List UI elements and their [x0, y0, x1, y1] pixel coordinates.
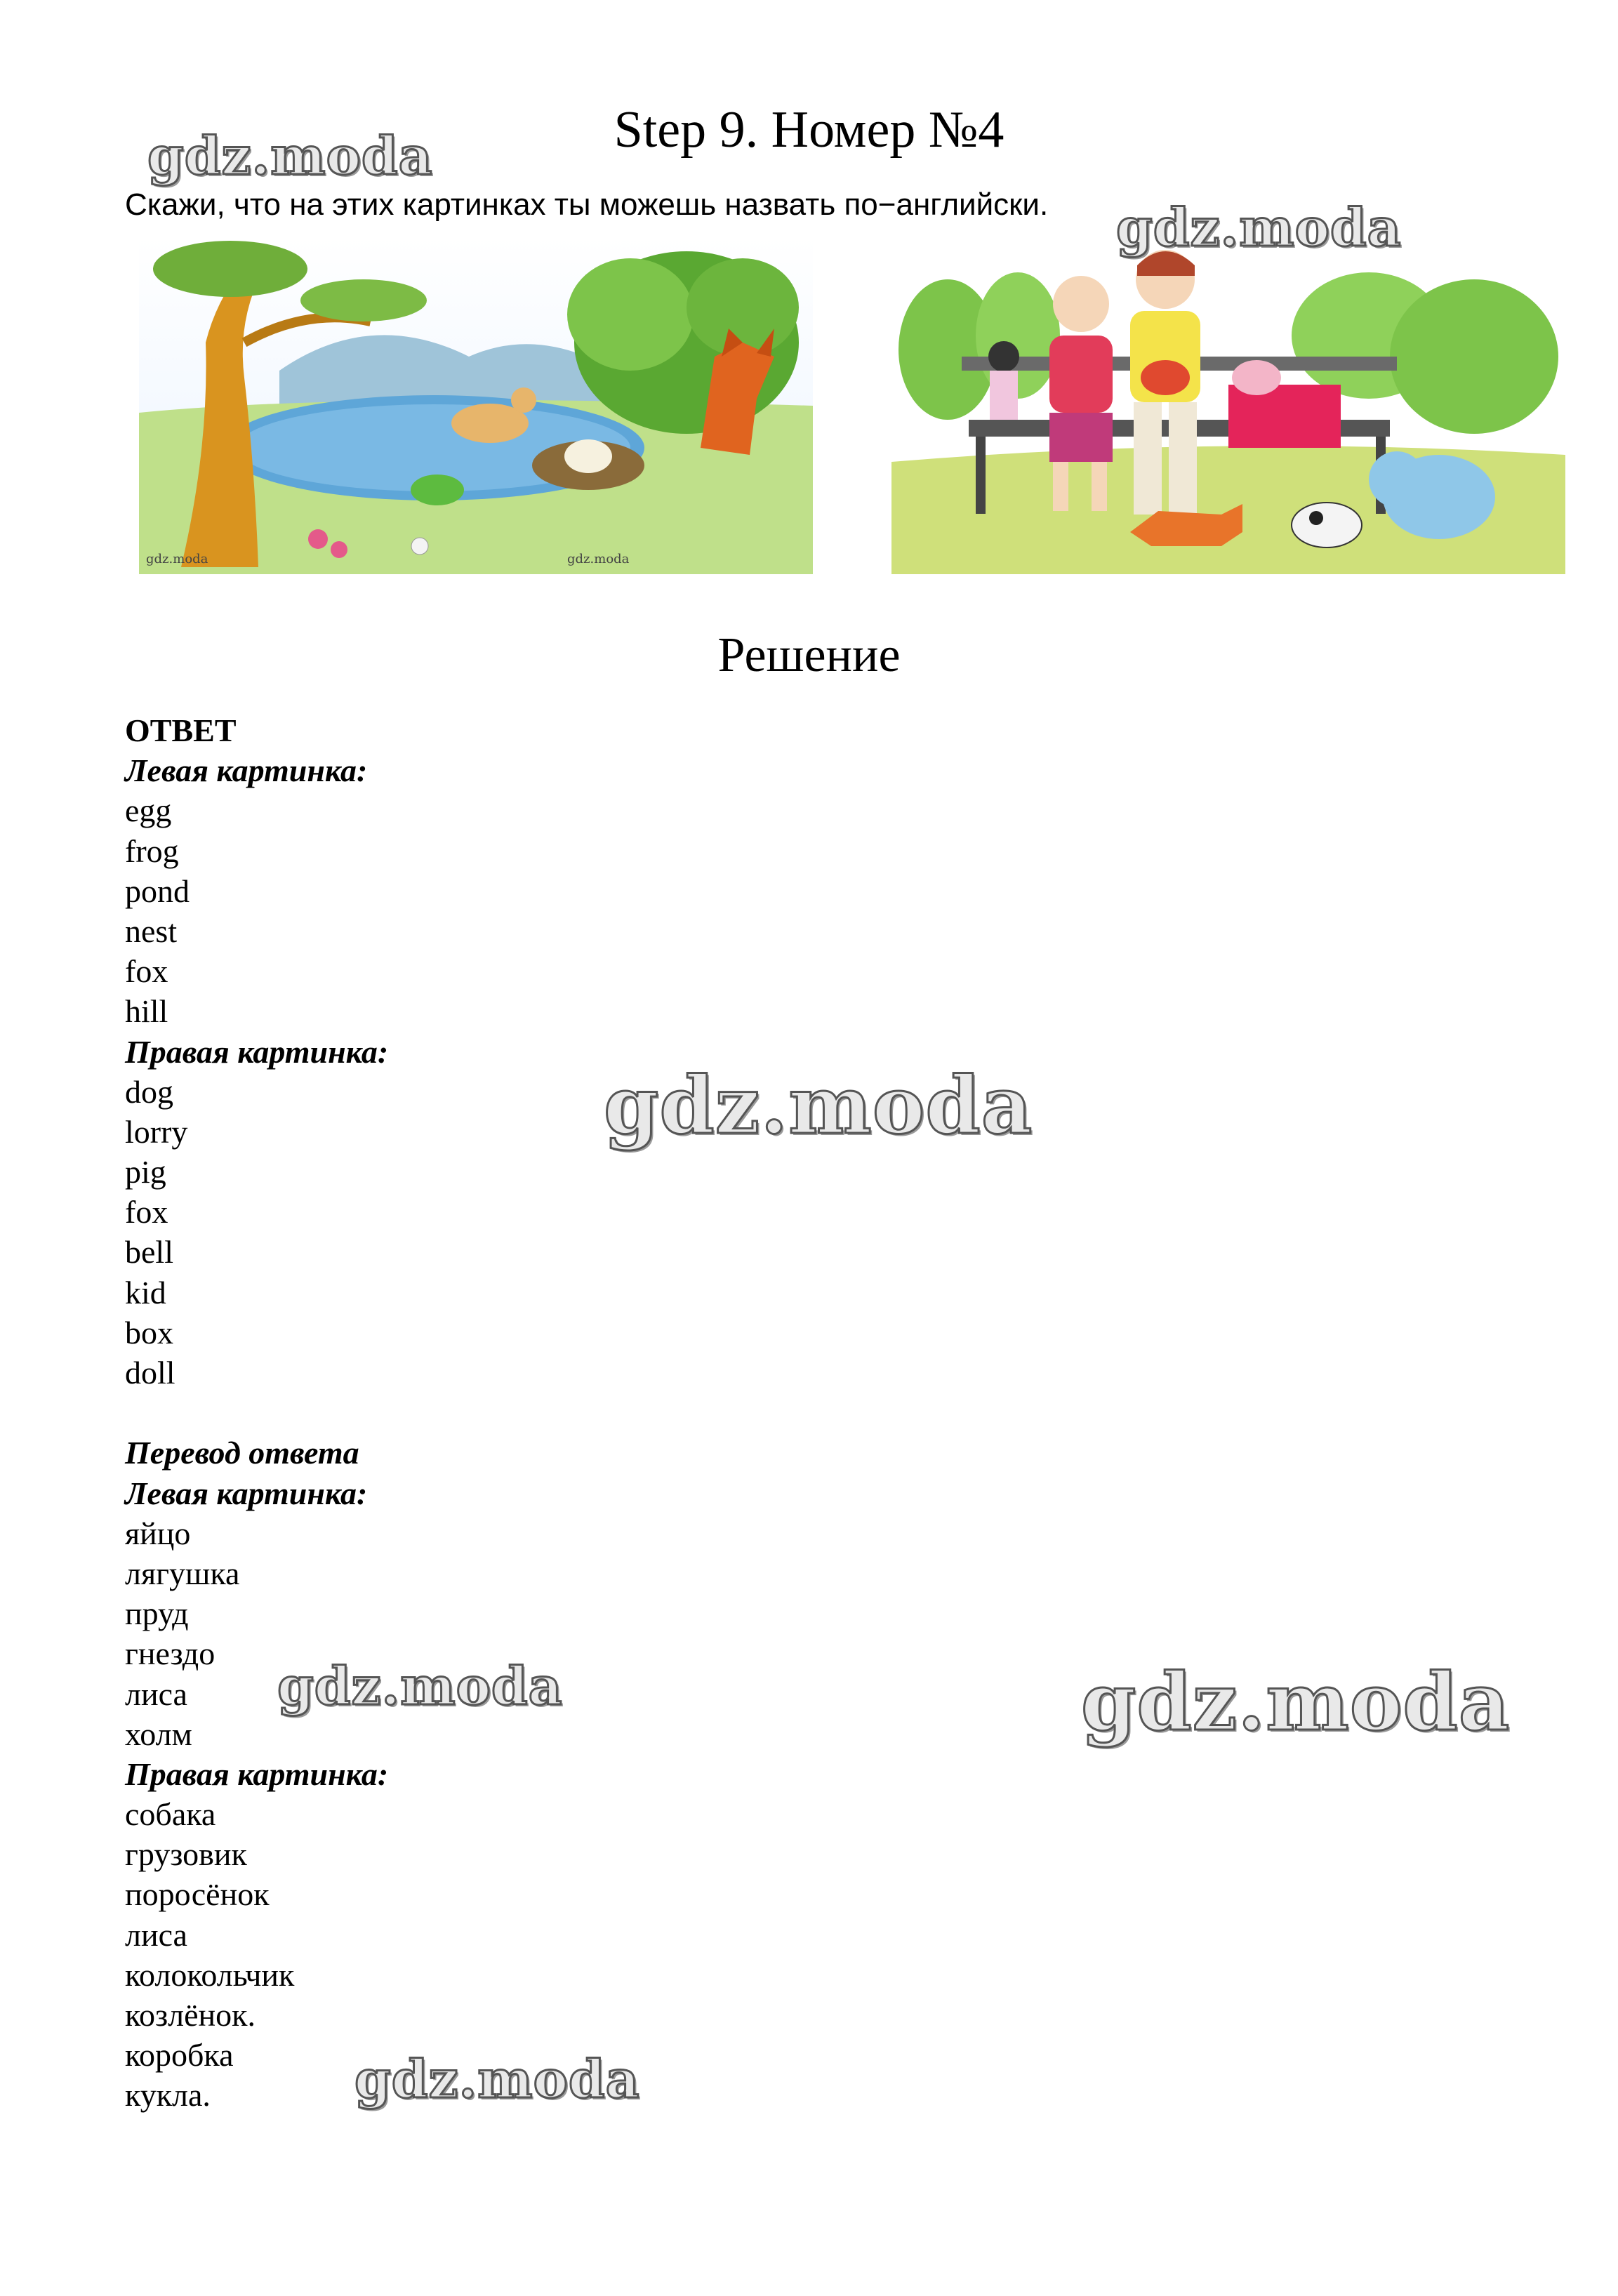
list-item: doll	[125, 1355, 175, 1391]
list-item: яйцо	[125, 1515, 191, 1551]
list-item: frog	[125, 832, 179, 869]
list-item: холм	[125, 1716, 192, 1752]
frog-shape	[411, 475, 464, 505]
spacer	[125, 1393, 388, 1433]
list-item: собака	[125, 1796, 216, 1833]
left-picture-heading: Левая картинка:	[125, 752, 368, 789]
list-item: козлёнок.	[125, 1997, 256, 2033]
watermark-logo: gdz.moda	[147, 126, 433, 187]
list-item: pig	[125, 1154, 166, 1190]
watermark-logo: gdz.moda	[1116, 198, 1402, 258]
list-item: kid	[125, 1274, 166, 1310]
right-picture-heading: Правая картинка:	[125, 1033, 389, 1070]
egg-shape	[564, 439, 612, 473]
watermark-logo: gdz.moda	[604, 1060, 1033, 1152]
translation-heading: Перевод ответа	[125, 1435, 359, 1471]
park-bench-illustration	[891, 237, 1565, 574]
dog-toy	[1141, 360, 1190, 395]
list-item: lorry	[125, 1113, 188, 1150]
list-item: грузовик	[125, 1836, 247, 1873]
task-instruction: Скажи, что на этих картинках ты можешь назвать по−английски.	[125, 187, 1049, 222]
image-caption-left: gdz.moda	[146, 552, 208, 566]
image-caption-center: gdz.moda	[567, 552, 630, 566]
solution-title: Решение	[717, 628, 901, 682]
answer-block	[125, 710, 388, 2116]
list-item: коробка	[125, 2037, 234, 2073]
list-item: fox	[125, 1194, 168, 1230]
doll-shape	[988, 341, 1019, 372]
watermark-logo: gdz.moda	[354, 2050, 640, 2110]
list-item: pond	[125, 872, 190, 909]
list-item: fox	[125, 953, 168, 990]
list-item: hill	[125, 993, 168, 1030]
left-picture-heading-translation: Левая картинка:	[125, 1475, 368, 1511]
list-item: пруд	[125, 1595, 189, 1632]
list-item: колокольчик	[125, 1956, 295, 1993]
watermark-logo: gdz.moda	[277, 1657, 563, 1717]
answer-heading: ОТВЕТ	[125, 712, 237, 748]
list-item: egg	[125, 792, 172, 829]
list-item: поросёнок	[125, 1876, 270, 1913]
list-item: гнездо	[125, 1635, 215, 1672]
pond-scene-illustration	[139, 237, 813, 574]
girl-shirt	[1049, 336, 1113, 413]
list-item: nest	[125, 913, 178, 949]
list-item: dog	[125, 1073, 173, 1110]
list-item: bell	[125, 1234, 173, 1270]
kid-toy	[1292, 503, 1362, 548]
list-item: лиса	[125, 1916, 187, 1953]
list-item: лиса	[125, 1675, 187, 1712]
pig-toy	[1232, 360, 1281, 395]
list-item: кукла.	[125, 2077, 211, 2113]
watermark-logo: gdz.moda	[1081, 1657, 1511, 1748]
list-item: box	[125, 1314, 173, 1351]
list-item: лягушка	[125, 1555, 240, 1591]
girl-head	[1053, 276, 1109, 332]
right-picture-heading-translation: Правая картинка:	[125, 1756, 389, 1792]
toy-box	[1228, 385, 1341, 448]
page-title: Step 9. Номер №4	[614, 101, 1004, 159]
